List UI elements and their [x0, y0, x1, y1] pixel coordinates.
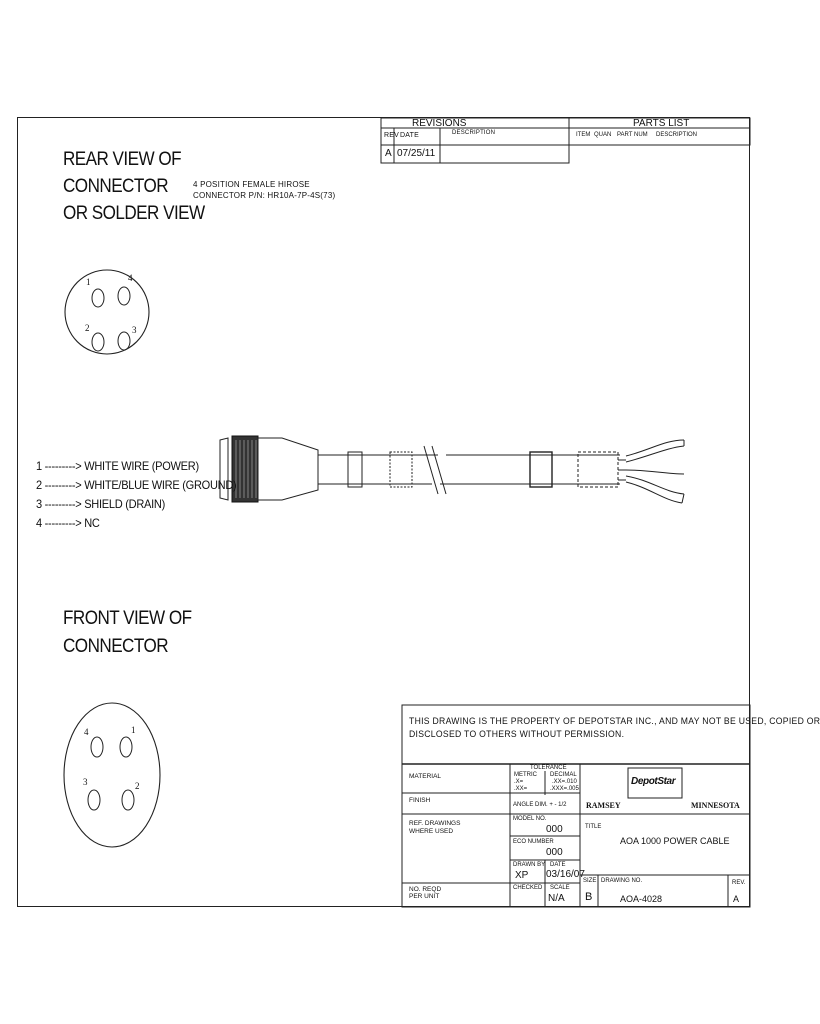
eco-number-label: ECO NUMBER [513, 839, 554, 845]
checked-label: CHECKED [513, 885, 543, 891]
eco-number-value: 000 [546, 847, 563, 858]
revisions-header-date: DATE [400, 132, 419, 139]
front-pin-3 [88, 790, 100, 810]
tolerance-decimal-xxx: .XXX=.005 [550, 786, 579, 792]
rear-pin-2-label: 2 [85, 323, 90, 333]
wire-list-item-3: 3 ---------> SHIELD (DRAIN) [36, 497, 166, 511]
parts-list-header-item: ITEM [576, 132, 591, 138]
rear-view-connector-outline [65, 270, 149, 354]
rear-view-title-line-3: OR SOLDER VIEW [63, 203, 205, 224]
drawing-no-value: AOA-4028 [620, 894, 663, 904]
parts-list-title: PARTS LIST [633, 118, 690, 129]
tolerance-angle: ANGLE DIM. + - 1/2 [513, 802, 567, 808]
parts-list-header-part-num: PART NUM [617, 132, 648, 138]
ownership-notice-line-1: THIS DRAWING IS THE PROPERTY OF DEPOTSTAR INC., AND MAY NOT BE USED, COPIED OR [409, 716, 820, 726]
front-pin-2 [122, 790, 134, 810]
wire-list-item-1: 1 ---------> WHITE WIRE (POWER) [36, 459, 199, 473]
drawn-by-value: XP [515, 870, 529, 881]
no-reqd-label: NO. REQD [409, 886, 442, 893]
date-value: 03/16/07 [546, 869, 585, 880]
rear-pin-1 [92, 289, 104, 307]
parts-list-header-quan: QUAN [594, 132, 612, 138]
material-label: MATERIAL [409, 773, 442, 780]
revisions-title: REVISIONS [412, 118, 467, 129]
connector-note-line-2: CONNECTOR P/N: HR10A-7P-4S(73) [193, 191, 336, 200]
model-no-value: 000 [546, 824, 563, 835]
scale-label: SCALE [550, 885, 570, 891]
ownership-notice-line-2: DISCLOSED TO OTHERS WITHOUT PERMISSION. [409, 729, 625, 739]
tolerance-decimal-label: DECIMAL [550, 772, 577, 778]
front-pin-4-label: 4 [84, 727, 89, 737]
title-label: TITLE [585, 824, 602, 830]
tolerance-decimal-xx: .XX=.010 [552, 779, 577, 785]
tolerance-metric-x: .X= [514, 779, 524, 785]
drawing-no-label: DRAWING NO. [601, 878, 643, 884]
front-pin-3-label: 3 [83, 777, 88, 787]
rear-pin-3-label: 3 [132, 325, 137, 335]
drawing-title: AOA 1000 POWER CABLE [620, 836, 730, 846]
wire-list-item-4: 4 ---------> NC [36, 516, 100, 530]
size-label: SIZE [583, 878, 597, 884]
front-pin-4 [91, 737, 103, 757]
parts-list-header-description: DESCRIPTION [656, 132, 698, 138]
front-pin-2-label: 2 [135, 781, 140, 791]
tolerance-metric-label: METRIC [514, 772, 537, 778]
revision-row-rev: A [385, 148, 392, 159]
front-view-title-line-1: FRONT VIEW OF [63, 608, 192, 629]
company-city: RAMSEY [586, 801, 621, 810]
connector-note-line-1: 4 POSITION FEMALE HIROSE [193, 180, 310, 189]
rear-view-title-line-1: REAR VIEW OF [63, 149, 181, 170]
revisions-header-rev: REV [384, 132, 399, 139]
front-view-title-line-2: CONNECTOR [63, 636, 169, 657]
model-no-label: MODEL NO. [513, 816, 547, 822]
rear-pin-4-label: 4 [128, 273, 133, 283]
cable-assembly [220, 436, 684, 503]
rear-view-title-line-2: CONNECTOR [63, 176, 169, 197]
front-pin-1-label: 1 [131, 725, 136, 735]
rev-value: A [733, 894, 740, 904]
company-logo: DepotStar [631, 776, 676, 787]
ref-drawings-label: REF. DRAWINGS [409, 820, 461, 827]
rev-label: REV. [732, 880, 746, 886]
tolerance-metric-xx: .XX= [514, 786, 528, 792]
per-unit-label: PER UNIT [409, 893, 440, 900]
front-view-connector-outline [64, 703, 160, 847]
rear-pin-1-label: 1 [86, 277, 91, 287]
company-state: MINNESOTA [691, 801, 740, 810]
revisions-header-description: DESCRIPTION [452, 130, 496, 136]
rear-pin-3 [118, 332, 130, 350]
date-label: DATE [550, 862, 566, 868]
drawn-by-label: DRAWN BY [513, 862, 546, 868]
front-pin-1 [120, 737, 132, 757]
size-value: B [585, 891, 593, 903]
tolerance-title: TOLERANCE [530, 765, 567, 771]
scale-value: N/A [548, 893, 565, 904]
finish-label: FINISH [409, 797, 431, 804]
rear-pin-2 [92, 333, 104, 351]
rear-pin-4 [118, 287, 130, 305]
where-used-label: WHERE USED [409, 828, 454, 835]
revision-row-date: 07/25/11 [397, 148, 436, 159]
wire-list-item-2: 2 ---------> WHITE/BLUE WIRE (GROUND) [36, 478, 237, 492]
